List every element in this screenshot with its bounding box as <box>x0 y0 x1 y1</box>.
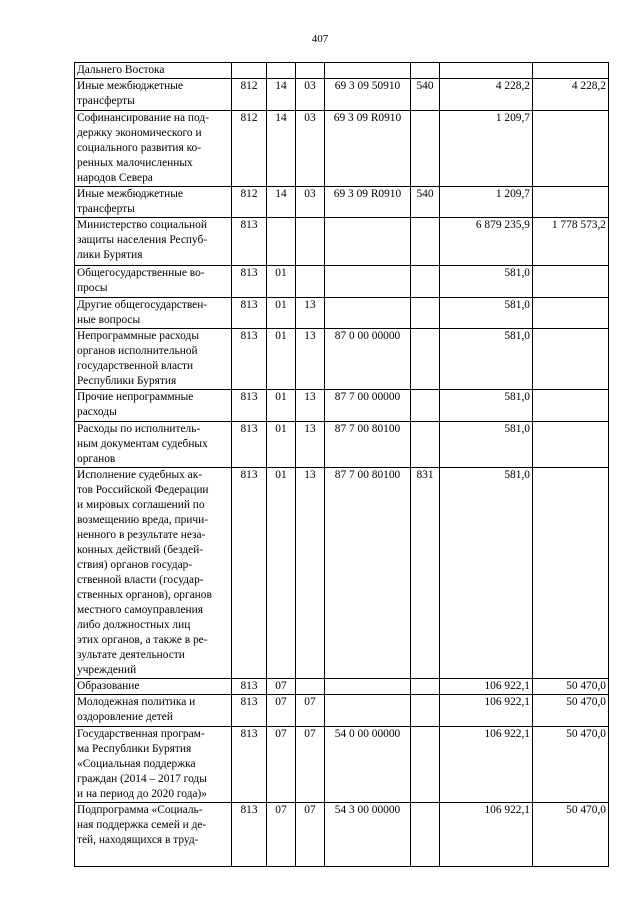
cell-subsection <box>296 63 325 79</box>
cell-subsection <box>296 218 325 266</box>
cell-section: 07 <box>267 695 296 727</box>
cell-section: 01 <box>267 298 296 329</box>
cell-name: Софинансирование на под- держку экономического и социального развития ко- ренных малочисленных народов Севера <box>75 111 232 187</box>
cell-name: Иные межбюджетные трансферты <box>75 79 232 111</box>
table-row <box>75 695 609 727</box>
cell-expense-type <box>411 218 440 266</box>
cell-subsection: 13 <box>296 298 325 329</box>
cell-grbs: 813 <box>232 390 267 422</box>
cell-name: Общегосударственные во- просы <box>75 266 232 298</box>
cell-amount-2: 50 470,0 <box>533 803 609 867</box>
cell-target-article <box>325 695 411 727</box>
table-row <box>75 803 609 867</box>
table-row <box>75 468 609 679</box>
cell-subsection <box>296 266 325 298</box>
cell-grbs: 813 <box>232 727 267 803</box>
cell-subsection: 13 <box>296 390 325 422</box>
cell-grbs <box>232 63 267 79</box>
cell-expense-type <box>411 63 440 79</box>
table-row <box>75 329 609 390</box>
cell-amount-1: 581,0 <box>440 468 533 679</box>
cell-grbs: 812 <box>232 111 267 187</box>
table-body <box>75 63 609 867</box>
cell-target-article <box>325 298 411 329</box>
cell-grbs: 813 <box>232 468 267 679</box>
cell-name: Дальнего Востока <box>75 63 232 79</box>
cell-name: Молодежная политика и оздоровление детей <box>75 695 232 727</box>
cell-target-article: 69 3 09 50910 <box>325 79 411 111</box>
table-row <box>75 390 609 422</box>
cell-name: Расходы по исполнитель- ным документам судебных органов <box>75 422 232 468</box>
cell-amount-1: 581,0 <box>440 266 533 298</box>
cell-target-article <box>325 679 411 695</box>
cell-amount-1: 106 922,1 <box>440 727 533 803</box>
cell-amount-2: 1 778 573,2 <box>533 218 609 266</box>
cell-target-article: 87 7 00 80100 <box>325 468 411 679</box>
cell-grbs: 813 <box>232 422 267 468</box>
cell-subsection: 03 <box>296 187 325 218</box>
cell-grbs: 813 <box>232 266 267 298</box>
table-row <box>75 187 609 218</box>
cell-target-article: 87 0 00 00000 <box>325 329 411 390</box>
cell-name: Образование <box>75 679 232 695</box>
cell-amount-2 <box>533 111 609 187</box>
cell-expense-type <box>411 329 440 390</box>
cell-expense-type <box>411 695 440 727</box>
cell-name: Другие общегосударствен- ные вопросы <box>75 298 232 329</box>
cell-expense-type <box>411 679 440 695</box>
cell-amount-1: 106 922,1 <box>440 679 533 695</box>
cell-subsection: 07 <box>296 803 325 867</box>
cell-amount-1: 106 922,1 <box>440 695 533 727</box>
cell-amount-1: 4 228,2 <box>440 79 533 111</box>
cell-subsection <box>296 679 325 695</box>
cell-expense-type <box>411 803 440 867</box>
cell-name: Непрограммные расходы органов исполнительной государственной власти Республики Бурятия <box>75 329 232 390</box>
cell-section: 07 <box>267 727 296 803</box>
cell-section: 01 <box>267 468 296 679</box>
cell-name: Исполнение судебных ак- тов Российской Федерации и мировых соглашений по возмещению вреда, причи- ненного в результате неза- конных действий (бездей- ствия) органов государ- ственной власти (государ- ственных органов), органов местного самоуправления либо должностных лиц этих органов, а также в ре- зультате деятельности учреждений <box>75 468 232 679</box>
cell-section: 01 <box>267 422 296 468</box>
cell-grbs: 813 <box>232 298 267 329</box>
cell-amount-2: 50 470,0 <box>533 727 609 803</box>
cell-expense-type <box>411 422 440 468</box>
cell-section: 01 <box>267 329 296 390</box>
cell-expense-type <box>411 727 440 803</box>
cell-amount-1: 1 209,7 <box>440 111 533 187</box>
cell-section: 14 <box>267 79 296 111</box>
cell-expense-type <box>411 298 440 329</box>
cell-amount-1: 581,0 <box>440 390 533 422</box>
cell-name: Иные межбюджетные трансферты <box>75 187 232 218</box>
cell-grbs: 812 <box>232 79 267 111</box>
table-row <box>75 218 609 266</box>
cell-target-article <box>325 63 411 79</box>
cell-target-article: 87 7 00 80100 <box>325 422 411 468</box>
cell-target-article: 54 3 00 00000 <box>325 803 411 867</box>
table-row <box>75 111 609 187</box>
cell-section: 07 <box>267 679 296 695</box>
cell-expense-type: 831 <box>411 468 440 679</box>
cell-subsection: 07 <box>296 695 325 727</box>
table-row <box>75 298 609 329</box>
cell-grbs: 813 <box>232 329 267 390</box>
cell-amount-2 <box>533 63 609 79</box>
cell-amount-1: 581,0 <box>440 298 533 329</box>
cell-expense-type <box>411 111 440 187</box>
table-row <box>75 79 609 111</box>
cell-name: Подпрограмма «Социаль- ная поддержка семей и де- тей, находящихся в труд- <box>75 803 232 867</box>
cell-section: 01 <box>267 266 296 298</box>
page-number: 407 <box>311 33 329 45</box>
cell-subsection: 13 <box>296 468 325 679</box>
cell-name: Министерство социальной защиты населения Респуб- лики Бурятия <box>75 218 232 266</box>
cell-amount-2 <box>533 266 609 298</box>
cell-amount-2 <box>533 187 609 218</box>
table-row <box>75 679 609 695</box>
table-row <box>75 266 609 298</box>
cell-name: Государственная програм- ма Республики Бурятия «Социальная поддержка граждан (2014 – 2017 годы и на период до 2020 года)» <box>75 727 232 803</box>
cell-amount-1: 1 209,7 <box>440 187 533 218</box>
budget-table <box>74 62 609 867</box>
cell-name: Прочие непрограммные расходы <box>75 390 232 422</box>
cell-section: 01 <box>267 390 296 422</box>
cell-subsection: 13 <box>296 329 325 390</box>
cell-grbs: 812 <box>232 187 267 218</box>
cell-target-article <box>325 266 411 298</box>
table-row <box>75 727 609 803</box>
cell-grbs: 813 <box>232 218 267 266</box>
cell-target-article: 54 0 00 00000 <box>325 727 411 803</box>
cell-subsection: 07 <box>296 727 325 803</box>
cell-expense-type <box>411 390 440 422</box>
cell-grbs: 813 <box>232 679 267 695</box>
cell-amount-2 <box>533 329 609 390</box>
cell-subsection: 03 <box>296 111 325 187</box>
cell-amount-1: 581,0 <box>440 422 533 468</box>
cell-amount-2 <box>533 390 609 422</box>
cell-section: 14 <box>267 111 296 187</box>
cell-target-article: 69 3 09 R0910 <box>325 187 411 218</box>
cell-amount-1 <box>440 63 533 79</box>
cell-target-article <box>325 218 411 266</box>
cell-expense-type <box>411 266 440 298</box>
cell-amount-2 <box>533 468 609 679</box>
cell-section: 14 <box>267 187 296 218</box>
table-row <box>75 63 609 79</box>
cell-section <box>267 63 296 79</box>
cell-amount-1: 106 922,1 <box>440 803 533 867</box>
cell-amount-2: 50 470,0 <box>533 695 609 727</box>
cell-amount-2 <box>533 422 609 468</box>
cell-target-article: 87 7 00 00000 <box>325 390 411 422</box>
cell-grbs: 813 <box>232 803 267 867</box>
cell-expense-type: 540 <box>411 79 440 111</box>
cell-amount-1: 6 879 235,9 <box>440 218 533 266</box>
cell-subsection: 13 <box>296 422 325 468</box>
cell-subsection: 03 <box>296 79 325 111</box>
cell-amount-2 <box>533 298 609 329</box>
cell-amount-2: 4 228,2 <box>533 79 609 111</box>
cell-expense-type: 540 <box>411 187 440 218</box>
cell-target-article: 69 3 09 R0910 <box>325 111 411 187</box>
table-row <box>75 422 609 468</box>
cell-amount-1: 581,0 <box>440 329 533 390</box>
cell-section: 07 <box>267 803 296 867</box>
cell-section <box>267 218 296 266</box>
cell-grbs: 813 <box>232 695 267 727</box>
cell-amount-2: 50 470,0 <box>533 679 609 695</box>
